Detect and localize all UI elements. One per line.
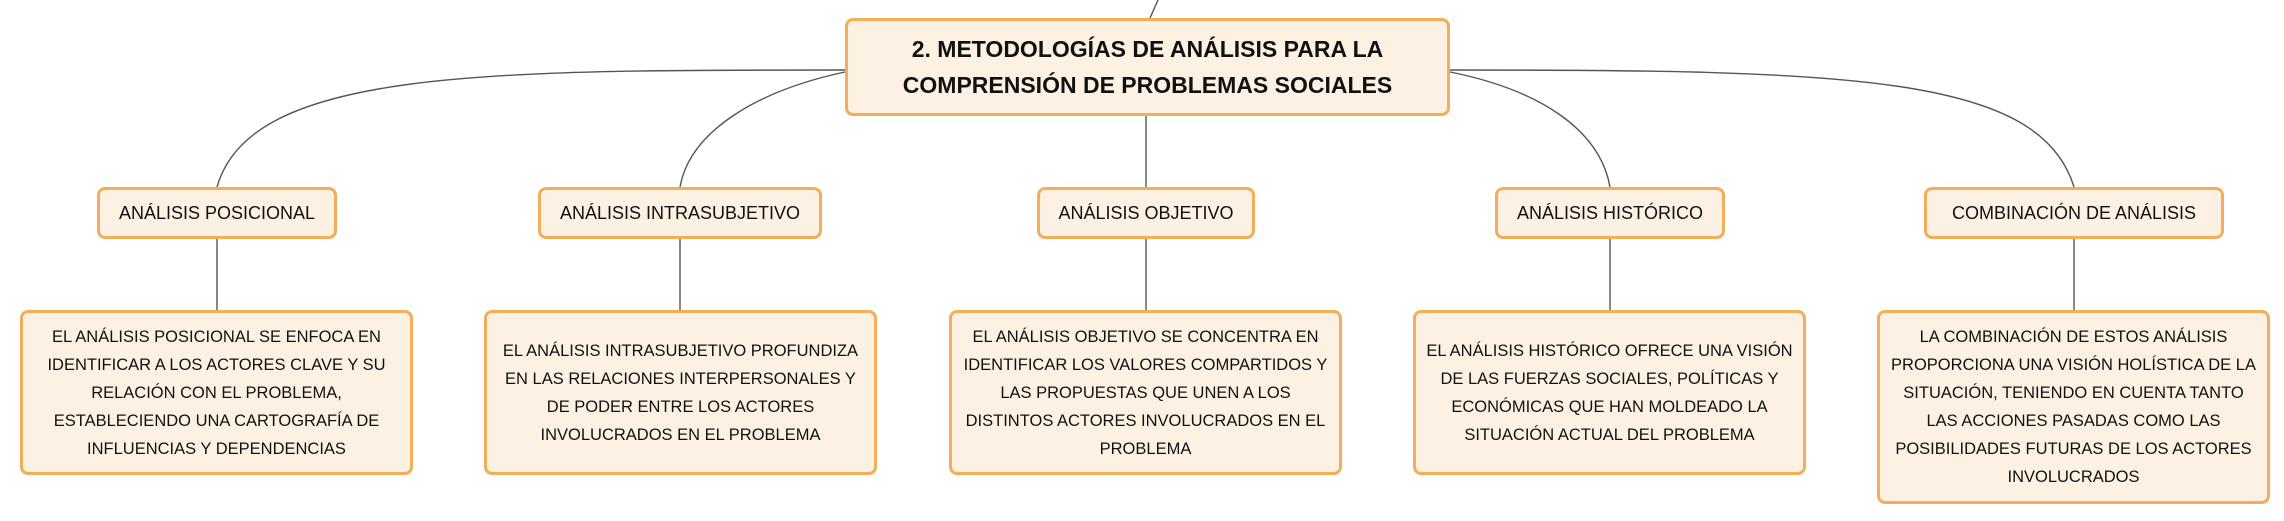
topic-label: COMBINACIÓN DE ANÁLISIS [1951, 202, 2197, 223]
description-text: EL ANÁLISIS POSICIONAL SE ENFOCA EN IDENTIFICAR A LOS ACTORES CLAVE Y SU RELACIÓN CON EL PROBLEMA, ESTABLECIENDO UNA CARTOGRAFÍA DE INFLUENCIAS Y DEPENDENCIAS [47, 327, 386, 458]
link-parent-to-root [1150, 0, 1158, 18]
topic-label: ANÁLISIS INTRASUBJETIVO [559, 202, 801, 223]
root-topic-title: 2. METODOLOGÍAS DE ANÁLISIS PARA LA COMPRENSIÓN DE PROBLEMAS SOCIALES [902, 36, 1393, 98]
topic-analisis-posicional[interactable] [97, 187, 337, 239]
topic-analisis-intrasubjetivo[interactable] [538, 187, 822, 239]
link-root-to-analisis-posicional [217, 70, 845, 187]
link-root-to-analisis-historico [1450, 72, 1610, 187]
topic-analisis-objetivo[interactable] [1037, 187, 1255, 239]
topic-label: ANÁLISIS HISTÓRICO [1516, 202, 1704, 223]
description-analisis-historico[interactable] [1413, 310, 1806, 475]
description-analisis-posicional[interactable] [20, 310, 413, 475]
description-text: EL ANÁLISIS HISTÓRICO OFRECE UNA VISIÓN DE LAS FUERZAS SOCIALES, POLÍTICAS Y ECONÓMICAS QUE HAN MOLDEADO LA SITUACIÓN ACTUAL DEL PROBLEMA [1426, 341, 1793, 444]
description-text: EL ANÁLISIS OBJETIVO SE CONCENTRA EN IDENTIFICAR LOS VALORES COMPARTIDOS Y LAS PROPUESTAS QUE UNEN A LOS DISTINTOS ACTORES INVOLUCRADOS EN EL PROBLEMA [963, 327, 1328, 458]
topic-analisis-historico[interactable] [1495, 187, 1725, 239]
link-root-to-combinacion [1450, 70, 2074, 187]
description-text: EL ANÁLISIS INTRASUBJETIVO PROFUNDIZA EN LAS RELACIONES INTERPERSONALES Y DE PODER ENTRE LOS ACTORES INVOLUCRADOS EN EL PROBLEMA [502, 341, 859, 444]
description-analisis-intrasubjetivo[interactable] [484, 310, 877, 475]
root-topic[interactable] [845, 18, 1450, 116]
description-combinacion-de-analisis[interactable] [1877, 310, 2270, 504]
topic-label: ANÁLISIS OBJETIVO [1058, 202, 1234, 223]
description-text: LA COMBINACIÓN DE ESTOS ANÁLISIS PROPORCIONA UNA VISIÓN HOLÍSTICA DE LA SITUACIÓN, TENIENDO EN CUENTA TANTO LAS ACCIONES PASADAS COMO LAS POSIBILIDADES FUTURAS DE LOS ACTORES INVOLUCRADOS [1891, 328, 2256, 486]
description-analisis-objetivo[interactable] [949, 310, 1342, 475]
topic-combinacion-de-analisis[interactable] [1924, 187, 2224, 239]
topic-label: ANÁLISIS POSICIONAL [118, 202, 316, 223]
link-root-to-analisis-intrasubjetivo [680, 72, 845, 187]
